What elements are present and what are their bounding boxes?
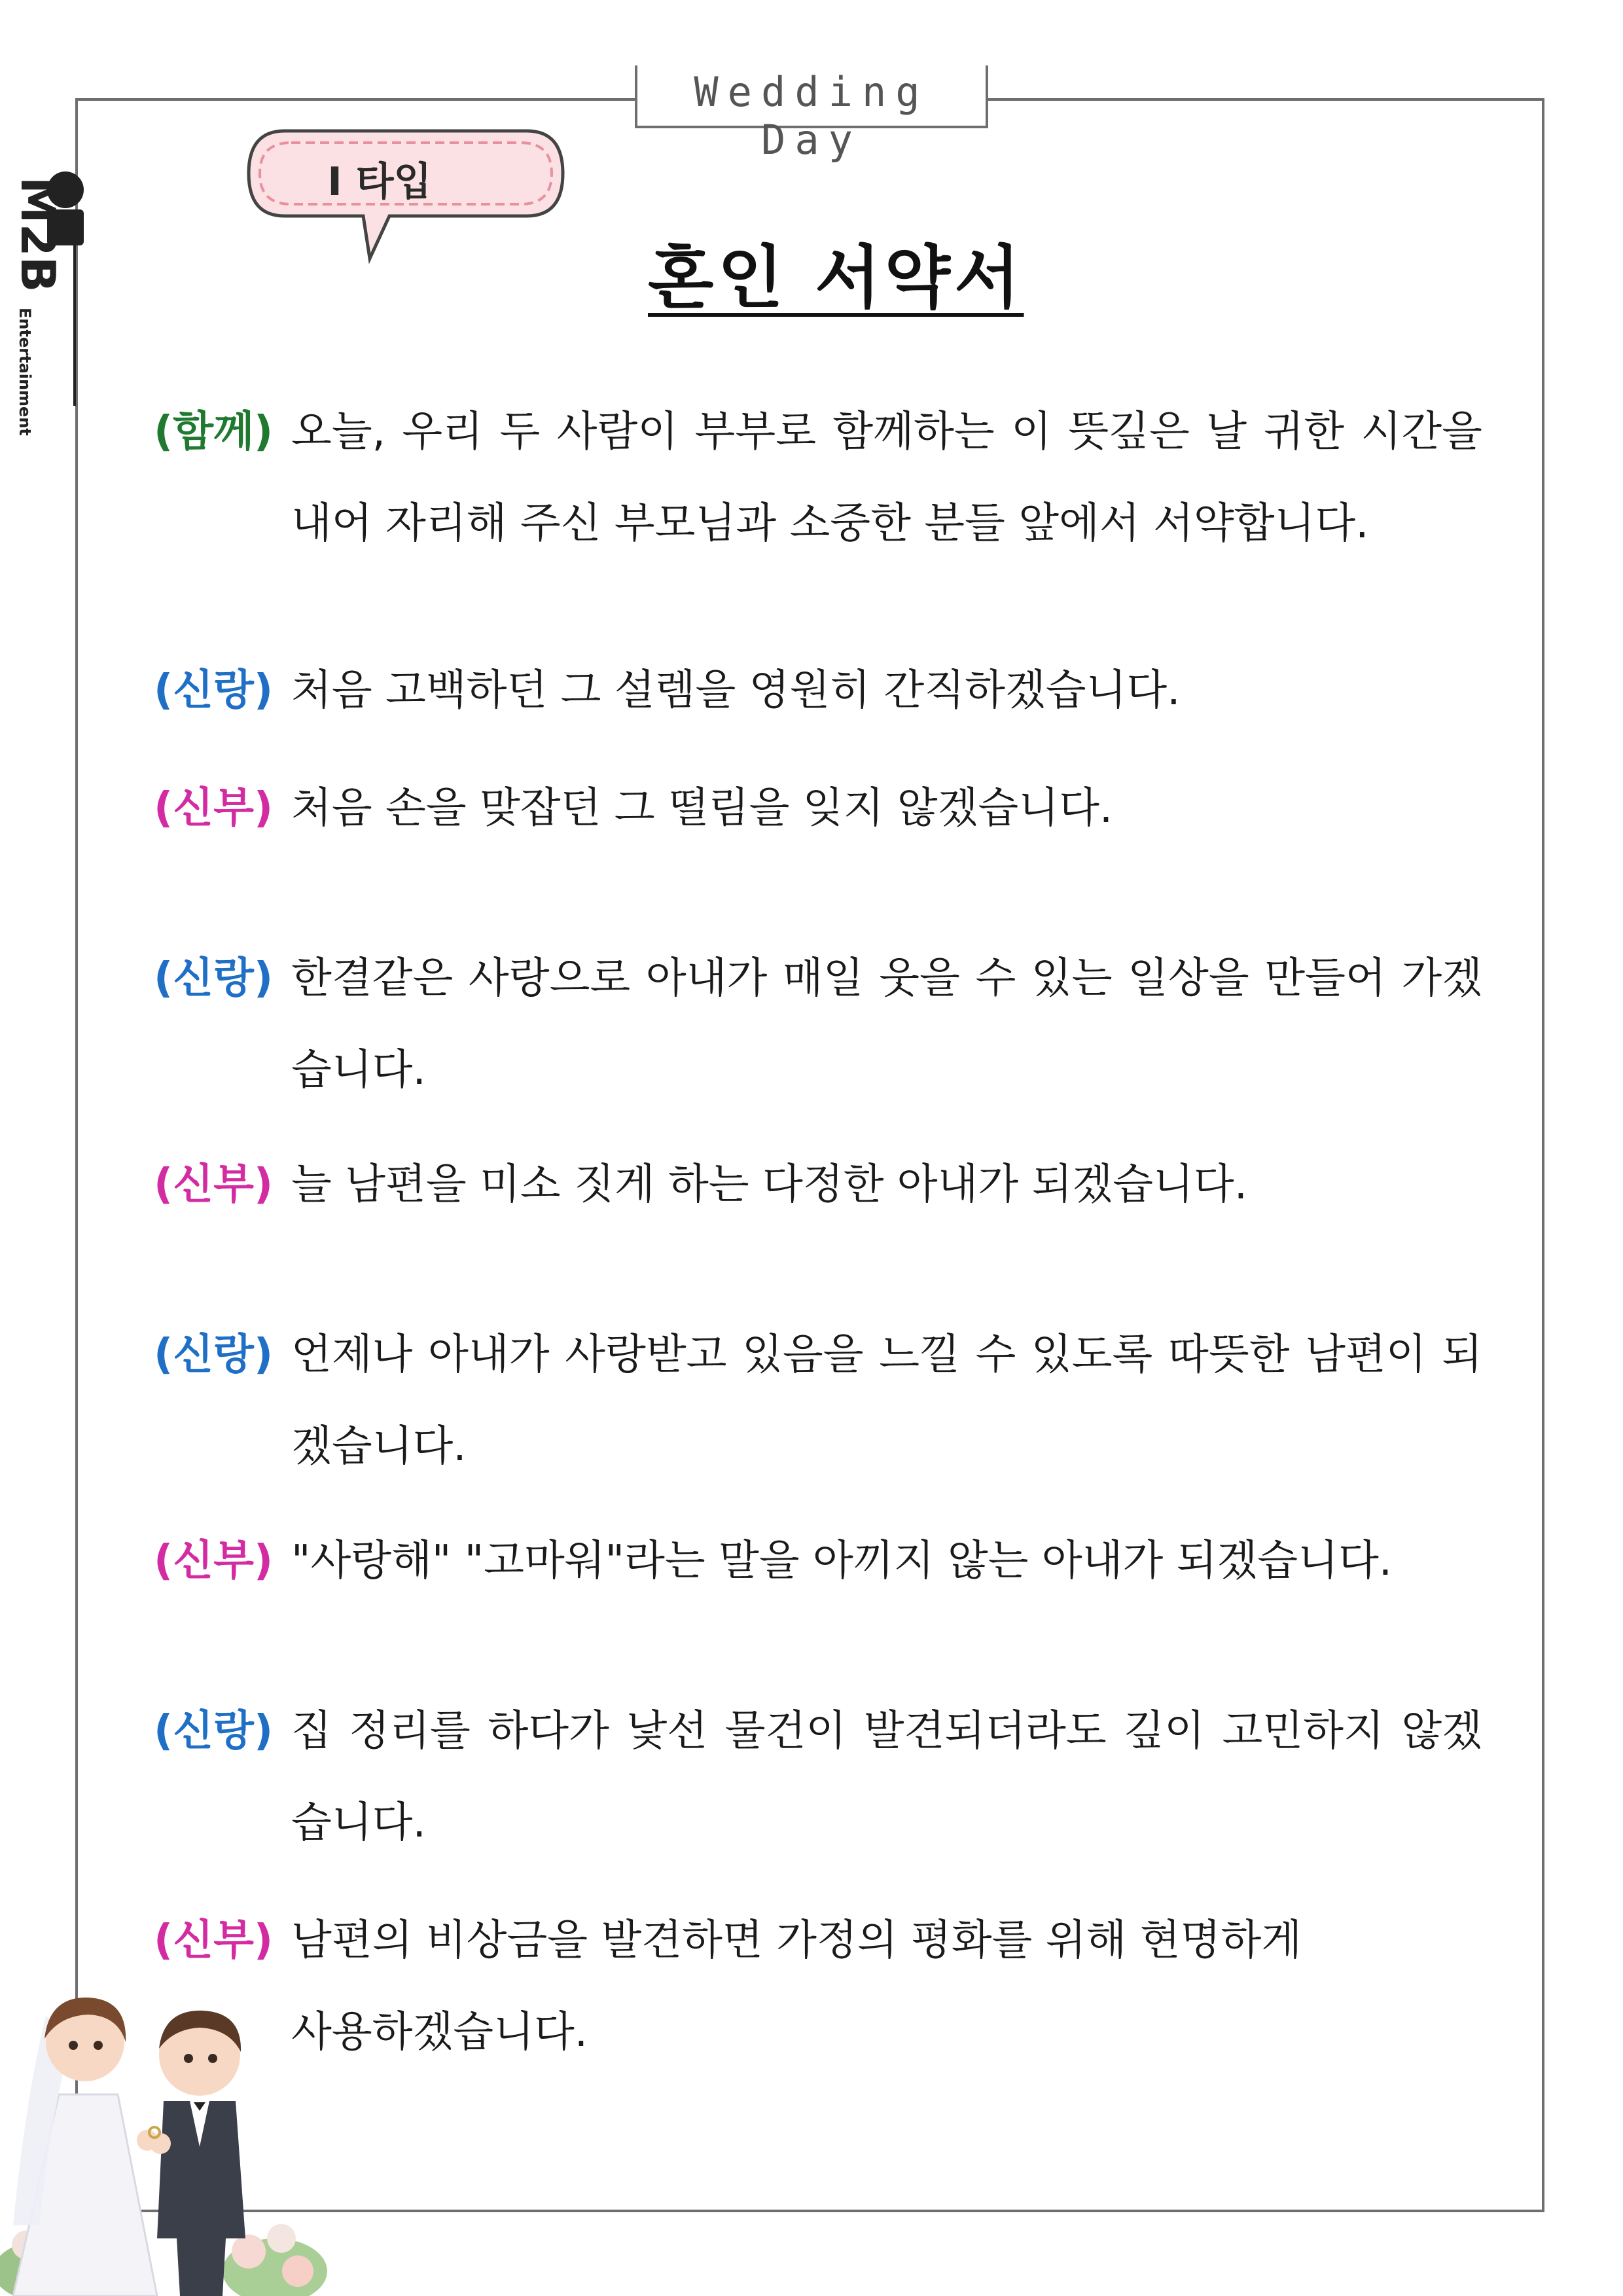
vow-text: 집 정리를 하다가 낯선 물건이 발견되더라도 깊이 고민하지 않겠습니다. (291, 1707, 1482, 1847)
vow-text: 남편의 비상금을 발견하면 가정의 평화를 위해 현명하게 사용하겠습니다. (291, 1916, 1302, 2056)
vow-speaker: (신랑) (154, 1331, 274, 1379)
vow-speaker: (신랑) (154, 666, 274, 715)
vow-speaker: (신부) (154, 1537, 274, 1585)
brand-logo-text: M2B (10, 177, 65, 293)
vow-item (154, 1309, 1482, 1492)
vow-text: 오늘, 우리 두 사람이 부부로 함께하는 이 뜻깊은 날 귀한 시간을 내어 자리해 주신 부모님과 소중한 분들 앞에서 서약합니다. (291, 408, 1482, 548)
vow-text: "사랑해" "고마워"라는 말을 아끼지 않는 아내가 되겠습니다. (291, 1537, 1393, 1585)
brand-logo-sub: Entertainment (16, 308, 34, 436)
vow-item (154, 762, 1482, 854)
vow-speaker: (신부) (154, 1916, 274, 1965)
wedding-couple-illustration (0, 1964, 327, 2296)
header-tab (635, 65, 988, 164)
vow-item (154, 1685, 1482, 1869)
vow-item (154, 1139, 1482, 1230)
vow-speaker: (신부) (154, 1160, 274, 1209)
vow-speaker: (신부) (154, 784, 274, 833)
vow-text: 언제나 아내가 사랑받고 있음을 느낄 수 있도록 따뜻한 남편이 되겠습니다. (291, 1331, 1482, 1471)
vow-text: 한결같은 사랑으로 아내가 매일 웃을 수 있는 일상을 만들어 가겠습니다. (291, 954, 1482, 1094)
vow-text: 처음 고백하던 그 설렘을 영원히 간직하겠습니다. (291, 666, 1181, 715)
vow-item (154, 933, 1482, 1116)
vow-item (154, 645, 1482, 736)
page-title: 혼인 서약서 (648, 238, 1024, 317)
vow-text: 늘 남편을 미소 짓게 하는 다정한 아내가 되겠습니다. (291, 1160, 1248, 1209)
vow-item (154, 386, 1482, 569)
vow-speaker: (함께) (154, 408, 274, 456)
vow-text: 처음 손을 맞잡던 그 떨림을 잊지 않겠습니다. (291, 784, 1113, 833)
vow-item (154, 1895, 1482, 2078)
vow-speaker: (신랑) (154, 954, 274, 1003)
badge-label: I 타입 (327, 159, 432, 205)
vow-item (154, 1515, 1482, 1607)
header-tab-label: Wedding Day (694, 68, 929, 164)
vow-speaker: (신랑) (154, 1707, 274, 1755)
